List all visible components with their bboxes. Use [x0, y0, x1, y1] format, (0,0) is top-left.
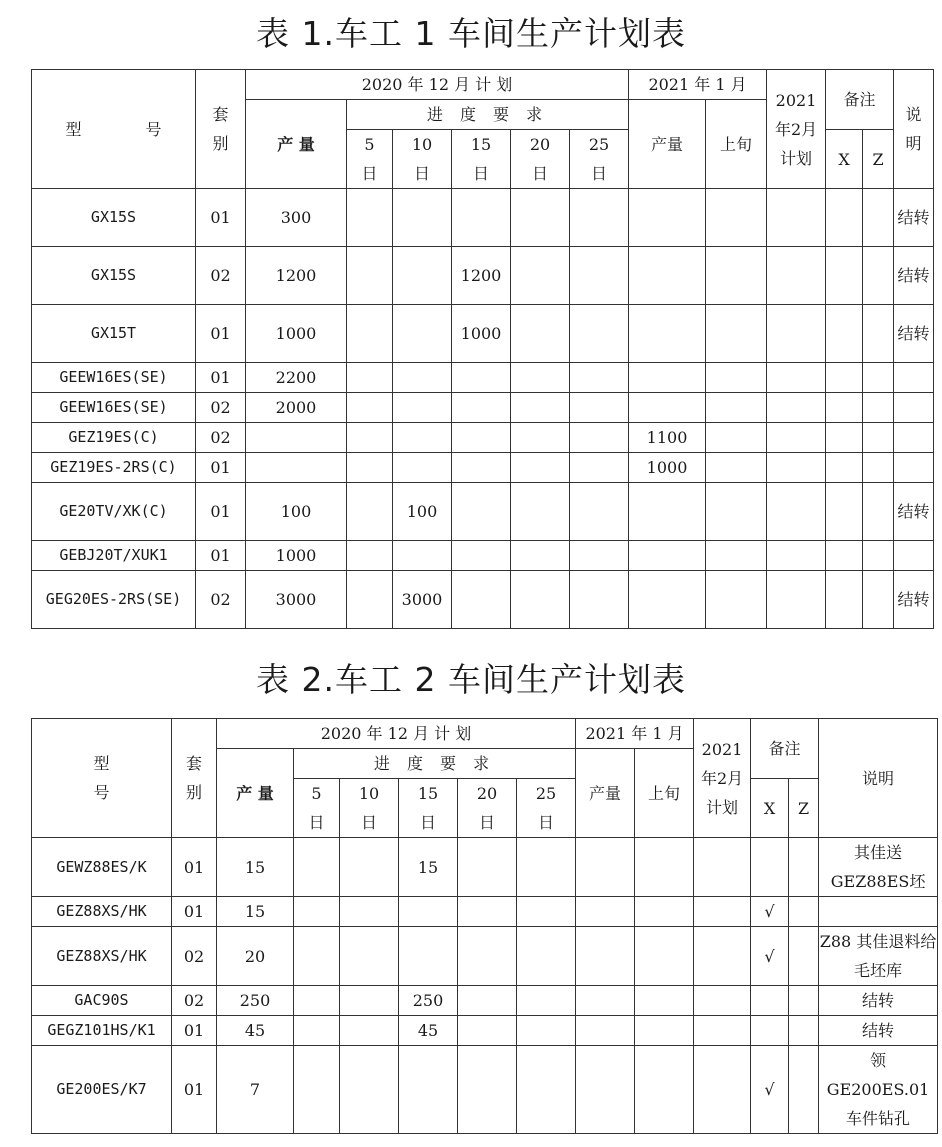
header-plan: 2020 年 12 月 计 划 — [246, 70, 629, 100]
cell-desc: 其佳送GEZ88ES坯 — [819, 838, 938, 897]
cell-d15 — [452, 541, 511, 571]
cell-d10 — [340, 838, 399, 897]
cell-d25 — [517, 1046, 576, 1134]
cell-jan-qty: 1100 — [629, 423, 706, 453]
cell-d15: 250 — [399, 986, 458, 1016]
cell-jan-early — [635, 838, 694, 897]
table-row — [32, 571, 934, 629]
cell-set: 02 — [196, 247, 246, 305]
cell-feb — [694, 897, 751, 927]
cell-feb — [694, 927, 751, 986]
header2-jan-qty: 产量 — [576, 749, 635, 838]
cell-qty: 2200 — [246, 363, 347, 393]
cell-d15: 1000 — [452, 305, 511, 363]
cell-d10 — [340, 927, 399, 986]
header-qty: 产 量 — [246, 100, 347, 189]
cell-model: GEZ19ES-2RS(C) — [32, 453, 196, 483]
cell-x — [826, 247, 863, 305]
cell-feb — [767, 189, 826, 247]
cell-z — [863, 305, 894, 363]
cell-z — [789, 1016, 819, 1046]
cell-d25 — [570, 363, 629, 393]
cell-qty: 20 — [217, 927, 294, 986]
cell-d15: 1200 — [452, 247, 511, 305]
cell-desc — [819, 897, 938, 927]
cell-z — [863, 393, 894, 423]
cell-jan-early — [635, 1046, 694, 1134]
cell-d25 — [570, 189, 629, 247]
cell-set: 02 — [196, 423, 246, 453]
cell-qty: 3000 — [246, 571, 347, 629]
cell-feb — [694, 1016, 751, 1046]
cell-d5 — [347, 541, 393, 571]
cell-d5 — [294, 986, 340, 1016]
cell-jan-qty — [629, 247, 706, 305]
cell-d10 — [393, 363, 452, 393]
cell-jan-early — [635, 927, 694, 986]
cell-z — [863, 571, 894, 629]
table-row — [32, 897, 938, 927]
cell-set: 01 — [196, 483, 246, 541]
cell-x — [826, 483, 863, 541]
cell-d20 — [511, 363, 570, 393]
cell-set: 01 — [196, 541, 246, 571]
cell-x: √ — [751, 897, 789, 927]
cell-x — [826, 571, 863, 629]
cell-d15 — [452, 483, 511, 541]
cell-set: 01 — [172, 838, 217, 897]
table-row — [32, 189, 934, 247]
cell-d15 — [399, 927, 458, 986]
header2-desc: 说明 — [819, 719, 938, 838]
table-row — [32, 1046, 938, 1134]
cell-d25 — [570, 247, 629, 305]
cell-qty: 2000 — [246, 393, 347, 423]
header-x: X — [826, 130, 863, 189]
cell-d10 — [393, 247, 452, 305]
cell-feb — [767, 541, 826, 571]
cell-desc — [894, 393, 934, 423]
header-set: 套别 — [196, 70, 246, 189]
header-desc: 说明 — [894, 70, 934, 189]
cell-d15 — [452, 189, 511, 247]
cell-desc: 结转 — [819, 986, 938, 1016]
cell-d20 — [458, 986, 517, 1016]
cell-z — [863, 541, 894, 571]
cell-jan-early — [706, 571, 767, 629]
cell-d25 — [517, 838, 576, 897]
cell-d5 — [294, 1016, 340, 1046]
cell-d10 — [340, 1046, 399, 1134]
cell-d15 — [399, 1046, 458, 1134]
cell-d25 — [570, 453, 629, 483]
header2-z: Z — [789, 779, 819, 838]
cell-set: 02 — [172, 927, 217, 986]
cell-d25 — [517, 897, 576, 927]
cell-d5 — [294, 838, 340, 897]
cell-x — [826, 393, 863, 423]
cell-qty: 1000 — [246, 305, 347, 363]
table-row — [32, 927, 938, 986]
cell-set: 01 — [196, 305, 246, 363]
header2-progress: 进 度 要 求 — [294, 749, 576, 779]
cell-jan-qty — [576, 1016, 635, 1046]
cell-jan-early — [706, 363, 767, 393]
cell-d5 — [347, 363, 393, 393]
table-row — [32, 305, 934, 363]
cell-model: GE200ES/K7 — [32, 1046, 172, 1134]
cell-d10 — [393, 541, 452, 571]
cell-model: GEZ19ES(C) — [32, 423, 196, 453]
cell-d10: 100 — [393, 483, 452, 541]
cell-jan-early — [706, 189, 767, 247]
cell-set: 02 — [172, 986, 217, 1016]
cell-x — [826, 189, 863, 247]
cell-model: GE20TV/XK(C) — [32, 483, 196, 541]
header2-feb: 2021年2月计划 — [694, 719, 751, 838]
table-row — [32, 453, 934, 483]
table1-title: 表 1.车工 1 车间生产计划表 — [256, 14, 686, 53]
cell-jan-qty: 1000 — [629, 453, 706, 483]
cell-qty: 1200 — [246, 247, 347, 305]
cell-set: 01 — [196, 363, 246, 393]
cell-jan-qty — [629, 363, 706, 393]
table-row — [32, 483, 934, 541]
header-jan-qty: 产量 — [629, 100, 706, 189]
cell-qty: 15 — [217, 838, 294, 897]
cell-z — [789, 838, 819, 897]
header-d5: 5日 — [347, 130, 393, 189]
cell-z — [863, 189, 894, 247]
cell-d10 — [340, 1016, 399, 1046]
header2-plan: 2020 年 12 月 计 划 — [217, 719, 576, 749]
cell-feb — [767, 393, 826, 423]
cell-d20 — [511, 571, 570, 629]
cell-desc: 结转 — [894, 189, 934, 247]
cell-feb — [767, 363, 826, 393]
header-d10: 10日 — [393, 130, 452, 189]
cell-z — [863, 363, 894, 393]
cell-d20 — [458, 1046, 517, 1134]
cell-desc: 结转 — [894, 483, 934, 541]
cell-jan-early — [706, 541, 767, 571]
cell-qty: 7 — [217, 1046, 294, 1134]
cell-x: √ — [751, 927, 789, 986]
cell-d25 — [517, 1016, 576, 1046]
header2-remark: 备注 — [751, 719, 819, 779]
cell-d5 — [347, 571, 393, 629]
cell-desc — [894, 423, 934, 453]
table1 — [31, 69, 934, 629]
cell-feb — [694, 1046, 751, 1134]
table-row — [32, 838, 938, 897]
table-row — [32, 393, 934, 423]
cell-jan-early — [635, 1016, 694, 1046]
cell-d5 — [347, 423, 393, 453]
cell-model: GEZ88XS/HK — [32, 927, 172, 986]
cell-feb — [767, 247, 826, 305]
cell-x — [751, 986, 789, 1016]
cell-qty — [246, 423, 347, 453]
cell-jan-qty — [629, 571, 706, 629]
cell-jan-early — [706, 483, 767, 541]
cell-jan-early — [706, 305, 767, 363]
cell-jan-qty — [629, 541, 706, 571]
cell-desc: Z88 其佳退料给毛坯库 — [819, 927, 938, 986]
cell-x — [826, 363, 863, 393]
cell-z — [789, 986, 819, 1016]
cell-x — [826, 305, 863, 363]
cell-d15 — [452, 423, 511, 453]
cell-d10 — [393, 453, 452, 483]
cell-jan-qty — [629, 305, 706, 363]
cell-d15 — [399, 897, 458, 927]
cell-d10: 3000 — [393, 571, 452, 629]
cell-d5 — [347, 483, 393, 541]
cell-model: GX15T — [32, 305, 196, 363]
cell-d20 — [458, 1016, 517, 1046]
cell-x — [826, 541, 863, 571]
cell-desc — [894, 453, 934, 483]
cell-jan-early — [635, 986, 694, 1016]
cell-model: GEEW16ES(SE) — [32, 363, 196, 393]
cell-d20 — [511, 305, 570, 363]
header2-d10: 10日 — [340, 779, 399, 838]
cell-desc: 结转 — [894, 247, 934, 305]
cell-d25 — [570, 305, 629, 363]
cell-qty: 250 — [217, 986, 294, 1016]
cell-feb — [694, 838, 751, 897]
cell-d15: 45 — [399, 1016, 458, 1046]
cell-model: GX15S — [32, 247, 196, 305]
cell-d10 — [393, 305, 452, 363]
cell-d25 — [570, 571, 629, 629]
cell-d25 — [517, 986, 576, 1016]
cell-model: GEG20ES-2RS(SE) — [32, 571, 196, 629]
cell-jan-early — [635, 897, 694, 927]
cell-z — [863, 453, 894, 483]
cell-jan-qty — [629, 483, 706, 541]
header2-d20: 20日 — [458, 779, 517, 838]
cell-d10 — [393, 393, 452, 423]
header-feb: 2021年2月计划 — [767, 70, 826, 189]
cell-set: 01 — [196, 453, 246, 483]
cell-jan-qty — [576, 897, 635, 927]
cell-d5 — [294, 897, 340, 927]
cell-d5 — [347, 393, 393, 423]
cell-d20 — [458, 927, 517, 986]
cell-desc — [894, 541, 934, 571]
cell-desc: 结转 — [894, 571, 934, 629]
cell-d20 — [511, 483, 570, 541]
cell-feb — [767, 423, 826, 453]
header-progress: 进 度 要 求 — [347, 100, 629, 130]
header2-set: 套别 — [172, 719, 217, 838]
cell-d20 — [511, 247, 570, 305]
cell-d20 — [458, 897, 517, 927]
cell-jan-qty — [576, 986, 635, 1016]
cell-d25 — [570, 483, 629, 541]
cell-jan-qty — [629, 189, 706, 247]
cell-model: GAC90S — [32, 986, 172, 1016]
header2-jan-early: 上旬 — [635, 749, 694, 838]
table-row — [32, 363, 934, 393]
cell-model: GEBJ20T/XUK1 — [32, 541, 196, 571]
cell-d10 — [393, 423, 452, 453]
cell-model: GEWZ88ES/K — [32, 838, 172, 897]
header-d15: 15日 — [452, 130, 511, 189]
cell-d15 — [452, 393, 511, 423]
cell-x — [751, 838, 789, 897]
cell-d5 — [347, 453, 393, 483]
cell-d20 — [458, 838, 517, 897]
cell-z — [863, 247, 894, 305]
cell-z — [789, 927, 819, 986]
cell-set: 01 — [172, 1016, 217, 1046]
cell-feb — [767, 571, 826, 629]
cell-feb — [767, 483, 826, 541]
header2-x: X — [751, 779, 789, 838]
cell-desc: 结转 — [819, 1016, 938, 1046]
cell-d20 — [511, 541, 570, 571]
table-row — [32, 247, 934, 305]
cell-qty — [246, 453, 347, 483]
table-row — [32, 541, 934, 571]
table-row — [32, 986, 938, 1016]
table2 — [31, 718, 938, 1134]
cell-d20 — [511, 453, 570, 483]
cell-d15: 15 — [399, 838, 458, 897]
table-row — [32, 1016, 938, 1046]
cell-x: √ — [751, 1046, 789, 1134]
header2-d5: 5日 — [294, 779, 340, 838]
cell-set: 02 — [196, 571, 246, 629]
header-jan-early: 上旬 — [706, 100, 767, 189]
cell-d20 — [511, 423, 570, 453]
cell-qty: 45 — [217, 1016, 294, 1046]
header-jan: 2021 年 1 月 — [629, 70, 767, 100]
cell-set: 01 — [172, 1046, 217, 1134]
cell-qty: 15 — [217, 897, 294, 927]
cell-d20 — [511, 189, 570, 247]
cell-qty: 300 — [246, 189, 347, 247]
cell-jan-qty — [576, 838, 635, 897]
header2-jan: 2021 年 1 月 — [576, 719, 694, 749]
cell-d25 — [570, 393, 629, 423]
cell-jan-qty — [576, 1046, 635, 1134]
cell-x — [826, 423, 863, 453]
cell-z — [863, 483, 894, 541]
cell-d10 — [340, 897, 399, 927]
cell-jan-early — [706, 423, 767, 453]
cell-x — [751, 1016, 789, 1046]
cell-z — [863, 423, 894, 453]
cell-d10 — [393, 189, 452, 247]
cell-d20 — [511, 393, 570, 423]
cell-d5 — [294, 1046, 340, 1134]
table2-title: 表 2.车工 2 车间生产计划表 — [256, 660, 686, 699]
header-z: Z — [863, 130, 894, 189]
table-row — [32, 423, 934, 453]
cell-feb — [694, 986, 751, 1016]
cell-z — [789, 1046, 819, 1134]
header2-d25: 25日 — [517, 779, 576, 838]
cell-d25 — [570, 423, 629, 453]
cell-jan-early — [706, 453, 767, 483]
cell-qty: 1000 — [246, 541, 347, 571]
cell-d10 — [340, 986, 399, 1016]
cell-d5 — [347, 247, 393, 305]
header2-d15: 15日 — [399, 779, 458, 838]
cell-set: 01 — [172, 897, 217, 927]
header2-model: 型号 — [32, 719, 172, 838]
cell-desc: 领GE200ES.01车件钻孔 — [819, 1046, 938, 1134]
cell-d5 — [347, 305, 393, 363]
cell-feb — [767, 453, 826, 483]
cell-d5 — [294, 927, 340, 986]
header-d20: 20日 — [511, 130, 570, 189]
cell-jan-early — [706, 393, 767, 423]
cell-d5 — [347, 189, 393, 247]
cell-jan-qty — [629, 393, 706, 423]
cell-feb — [767, 305, 826, 363]
cell-desc: 结转 — [894, 305, 934, 363]
cell-set: 02 — [196, 393, 246, 423]
cell-model: GX15S — [32, 189, 196, 247]
cell-x — [826, 453, 863, 483]
cell-d15 — [452, 363, 511, 393]
header-remark: 备注 — [826, 70, 894, 130]
cell-qty: 100 — [246, 483, 347, 541]
cell-z — [789, 897, 819, 927]
cell-desc — [894, 363, 934, 393]
cell-set: 01 — [196, 189, 246, 247]
cell-model: GEEW16ES(SE) — [32, 393, 196, 423]
cell-d25 — [517, 927, 576, 986]
header-d25: 25日 — [570, 130, 629, 189]
cell-jan-early — [706, 247, 767, 305]
header2-qty: 产 量 — [217, 749, 294, 838]
cell-model: GEZ88XS/HK — [32, 897, 172, 927]
cell-d15 — [452, 453, 511, 483]
cell-d15 — [452, 571, 511, 629]
cell-d25 — [570, 541, 629, 571]
cell-model: GEGZ101HS/K1 — [32, 1016, 172, 1046]
header-model: 型 号 — [32, 70, 196, 189]
cell-jan-qty — [576, 927, 635, 986]
